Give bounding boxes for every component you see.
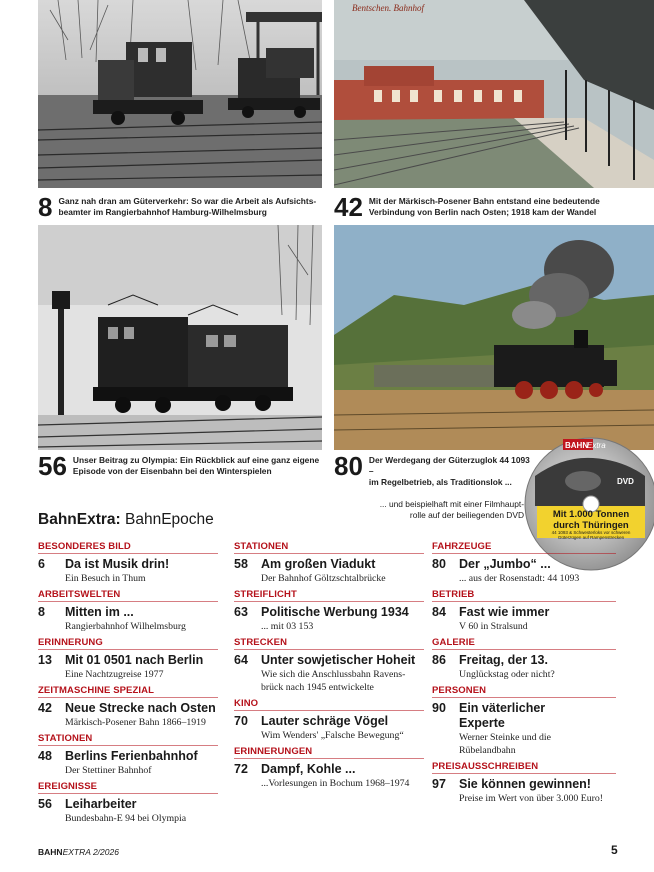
toc-divider [234, 553, 424, 554]
toc-entry [234, 697, 424, 742]
toc-entry [432, 636, 616, 681]
toc-title: Politische Werbung 1934 [261, 605, 409, 619]
toc-title: Lauter schräge Vögel [261, 714, 389, 728]
dvd-label: DVD [617, 477, 634, 486]
photo-shunting-locos [38, 0, 322, 188]
toc-title: Da ist Musik drin! [65, 557, 170, 571]
toc-category: FAHRZEUGE [432, 541, 492, 552]
caption-page-number: 56 [38, 451, 67, 481]
dvd-title-line1: Mit 1.000 Tonnen [552, 509, 630, 520]
toc-divider [432, 601, 616, 602]
toc-divider [234, 649, 424, 650]
toc-divider [38, 553, 218, 554]
toc-entry [432, 760, 616, 805]
toc-category: BESONDERES BILD [38, 541, 131, 552]
toc-entry [432, 684, 616, 757]
toc-category: STATIONEN [38, 733, 93, 744]
toc-page-number: 63 [234, 605, 248, 619]
footer-issue-text: EXTRA 2/2026 [62, 847, 119, 857]
toc-column-2 [234, 540, 424, 793]
toc-entry [432, 540, 616, 585]
toc-divider [38, 601, 218, 602]
toc-divider [234, 601, 424, 602]
toc-category: ERINNERUNGEN [234, 746, 313, 757]
toc-title: Unter sowjetischer Hoheit [261, 653, 416, 667]
toc-page-number: 86 [432, 653, 446, 667]
toc-title: Dampf, Kohle ... [261, 762, 356, 776]
photo-postcard-station [334, 0, 654, 188]
caption-56 [38, 451, 328, 481]
toc-divider [38, 793, 218, 794]
toc-entry [38, 540, 218, 585]
toc-subtitle: Werner Steinke und die Rübelandbahn [459, 732, 551, 756]
toc-title: Am großen Viadukt [261, 557, 376, 571]
toc-entry [234, 540, 424, 585]
dvd-note: ... und beispielhaft mit einer Filmhaupt- rolle auf der beiliegenden DVD [379, 499, 524, 520]
dvd-title-line2: durch Thüringen [553, 520, 629, 531]
toc-page-number: 48 [38, 749, 52, 763]
toc-category: ERINNERUNG [38, 637, 103, 648]
toc-page-number: 6 [38, 557, 45, 571]
caption-8 [38, 192, 328, 222]
dvd-brand: BAHN [565, 441, 589, 450]
toc-category: PERSONEN [432, 685, 487, 696]
footer-issue [38, 847, 119, 857]
toc-subtitle: ... aus der Rosenstadt: 44 1093 [459, 573, 580, 584]
toc-category: KINO [234, 698, 259, 709]
toc-title: Neue Strecke nach Osten [65, 701, 216, 715]
toc-subtitle: Rangierbahnhof Wilhelmsburg [65, 621, 186, 632]
toc-entry [432, 588, 616, 633]
toc-title: Leiharbeiter [65, 797, 137, 811]
caption-text: Ganz nah dran am Güterverkehr: So war die Arbeit als Aufsichts- beamter im Rangierbahnhof Hamburg-Wilhelmsburg [58, 196, 317, 217]
toc-entry [38, 588, 218, 633]
caption-page-number: 42 [334, 192, 363, 222]
footer-page-number: 5 [611, 843, 618, 857]
caption-text: Der Werdegang der Güterzuglok 44 1093 – im Regelbetrieb, als Traditionslok ... [368, 455, 530, 487]
caption-page-number: 80 [334, 451, 363, 481]
toc-title: Der „Jumbo“ ... [459, 557, 551, 571]
toc-heading [38, 511, 214, 529]
toc-subtitle: Der Stettiner Bahnhof [65, 765, 152, 776]
toc-category: GALERIE [432, 637, 475, 648]
toc-category: STRECKEN [234, 637, 288, 648]
toc-divider [432, 649, 616, 650]
toc-column-1 [38, 540, 218, 828]
toc-category: STATIONEN [234, 541, 289, 552]
toc-subtitle: Ein Besuch in Thum [65, 573, 146, 584]
toc-title: Ein väterlicher Experte [459, 701, 546, 730]
toc-page-number: 72 [234, 762, 248, 776]
toc-category: EREIGNISSE [38, 781, 98, 792]
toc-entry [38, 684, 218, 729]
toc-category: ARBEITSWELTEN [38, 589, 121, 600]
toc-subtitle: Preise im Wert von über 3.000 Euro! [459, 793, 604, 804]
toc-subtitle: V 60 in Stralsund [459, 621, 528, 632]
photo-electric-locos [38, 225, 322, 450]
toc-category: STREIFLICHT [234, 589, 297, 600]
toc-entry [38, 636, 218, 681]
dvd-subtitle-line2: Güterzügen auf Rampenstrecken [557, 535, 625, 540]
toc-page-number: 84 [432, 605, 446, 619]
toc-entry [234, 745, 424, 790]
toc-title: Berlins Ferienbahnhof [65, 749, 198, 763]
toc-column-3 [432, 540, 616, 808]
caption-page-number: 8 [38, 192, 53, 222]
toc-entry [234, 636, 424, 694]
toc-page-number: 13 [38, 653, 52, 667]
toc-divider [234, 710, 424, 711]
toc-subtitle: Bundesbahn-E 94 bei Olympia [65, 813, 187, 824]
toc-divider [38, 649, 218, 650]
dvd-subtitle-line1: 44 1093 & Schwesterloks vor schweren [551, 530, 631, 535]
toc-entry [38, 780, 218, 825]
postcard-text: Bentschen. Bahnhof [352, 3, 424, 13]
caption-80 [334, 451, 534, 488]
toc-category: BETRIEB [432, 589, 475, 600]
toc-subtitle: Unglückstag oder nicht? [459, 669, 555, 680]
toc-divider [234, 758, 424, 759]
heading-brand: BahnExtra: [38, 511, 121, 528]
toc-page-number: 97 [432, 777, 446, 791]
caption-text: Mit der Märkisch-Posener Bahn entstand eine bedeutende Verbindung von Berlin nach Osten; 1918 kam der Wandel [368, 196, 600, 217]
toc-page-number: 56 [38, 797, 52, 811]
toc-page-number: 70 [234, 714, 248, 728]
toc-category: ZEITMASCHINE SPEZIAL [38, 685, 155, 696]
toc-title: Mit 01 0501 nach Berlin [65, 653, 204, 667]
footer-brand: BAHN [38, 847, 63, 857]
toc-divider [38, 697, 218, 698]
toc-title: Freitag, der 13. [459, 653, 548, 667]
toc-title: Fast wie immer [459, 605, 550, 619]
photo-steam-loco [334, 225, 654, 450]
toc-divider [432, 553, 616, 554]
toc-page-number: 80 [432, 557, 446, 571]
toc-subtitle: Der Bahnhof Göltzschtalbrücke [261, 573, 386, 584]
toc-divider [432, 697, 616, 698]
toc-page-number: 42 [38, 701, 52, 715]
toc-subtitle: ...Vorlesungen in Bochum 1968–1974 [261, 778, 410, 789]
caption-42 [334, 192, 654, 222]
toc-page-number: 64 [234, 653, 248, 667]
toc-subtitle: Wim Wenders' „Falsche Bewegung“ [261, 730, 404, 741]
toc-category: PREISAUSSCHREIBEN [432, 761, 539, 772]
toc-divider [432, 773, 616, 774]
caption-text: Unser Beitrag zu Olympia: Ein Rückblick auf eine ganz eigene Episode von der Eisenbahn bei den Winterspielen [72, 455, 320, 476]
toc-page-number: 8 [38, 605, 45, 619]
toc-page-number: 58 [234, 557, 248, 571]
toc-divider [38, 745, 218, 746]
dvd-brand-italic: Extra [587, 441, 606, 450]
toc-subtitle: Märkisch-Posener Bahn 1866–1919 [65, 717, 206, 728]
toc-subtitle: Wie sich die Anschlussbahn Ravens- brück nach 1945 entwickelte [261, 669, 406, 693]
toc-entry [234, 588, 424, 633]
toc-title: Sie können gewinnen! [459, 777, 591, 791]
heading-title: BahnEpoche [125, 511, 214, 528]
toc-entry [38, 732, 218, 777]
toc-page-number: 90 [432, 701, 446, 715]
toc-subtitle: ... mit 03 153 [261, 621, 314, 632]
toc-title: Mitten im ... [65, 605, 134, 619]
toc-subtitle: Eine Nachtzugreise 1977 [65, 669, 164, 680]
